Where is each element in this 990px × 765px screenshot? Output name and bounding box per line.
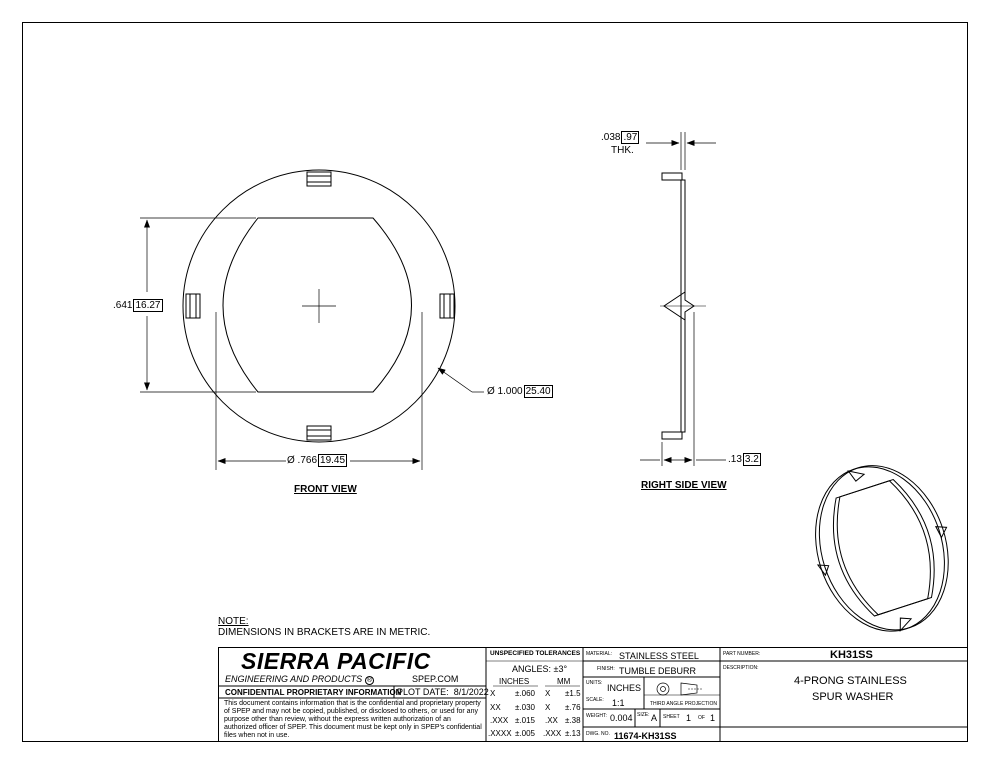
size-label: SIZE: — [637, 712, 650, 718]
front-view-washer — [183, 170, 455, 442]
projection-label: THIRD ANGLE PROJECTION — [650, 701, 717, 707]
note-heading: NOTE: — [218, 616, 249, 627]
part-number-label: PART NUMBER: — [723, 651, 761, 657]
note-text: DIMENSIONS IN BRACKETS ARE IN METRIC. — [218, 627, 431, 638]
dim-flat-mm: 16.27 — [135, 300, 161, 311]
scale-value: 1:1 — [612, 698, 625, 708]
part-number: KH31SS — [830, 649, 873, 661]
dim-thk-label: .038 .97 — [601, 132, 638, 143]
dim-prong-mm: 3.2 — [744, 454, 759, 465]
tolerance-mm-header: MM — [557, 677, 571, 686]
sheet-value: 1 — [686, 713, 692, 723]
dim-width-lines — [216, 312, 422, 470]
company-website: SPEP.COM — [412, 674, 459, 684]
finish-value: TUMBLE DEBURR — [619, 666, 697, 676]
confidential-title: CONFIDENTIAL PROPRIETARY INFORMATION — [225, 688, 402, 697]
dim-prong-lines — [640, 312, 726, 466]
tolerance-inches-header: INCHES — [499, 677, 530, 686]
sheet-total: 1 — [710, 713, 716, 723]
dim-width-mm: 19.45 — [320, 455, 346, 466]
material-value: STAINLESS STEEL — [619, 651, 699, 661]
plot-date: PLOT DATE: 8/1/2022 — [397, 687, 489, 697]
scale-label: SCALE: — [586, 697, 604, 703]
company-subtitle: ENGINEERING AND PRODUCTS ® — [225, 674, 372, 684]
weight-label: WEIGHT: — [586, 713, 607, 719]
company-name: SIERRA PACIFIC — [241, 648, 431, 674]
dim-thk-lines — [646, 132, 716, 170]
tolerance-angles: ANGLES: ±3° — [512, 664, 568, 674]
dim-thk-note: THK. — [611, 145, 634, 156]
material-label: MATERIAL: — [586, 651, 613, 657]
isometric-view — [793, 447, 972, 648]
side-view-washer — [660, 173, 706, 439]
dwg-number: 11674-KH31SS — [614, 731, 677, 741]
dim-flat-label: .641 16.27 — [113, 300, 161, 311]
front-view-title: FRONT VIEW — [294, 484, 357, 495]
finish-label: FINISH: — [597, 666, 615, 672]
dim-od-label: Ø 1.000 25.40 — [487, 386, 551, 397]
dwg-label: DWG. NO. — [586, 731, 610, 737]
description-line-2: SPUR WASHER — [812, 691, 894, 703]
confidential-text: This document contains information that is the confidential and proprietary property of SPEP and may not be copied, published, or disclosed to others, or used for any purpose other than review, without the express written authorization of an authorized officer of SPEP. This document must be kept only in SPEP's confidential files when not in use. — [224, 700, 482, 739]
dim-width-label: Ø .766 19.45 — [287, 455, 346, 466]
description-label: DESCRIPTION: — [723, 665, 759, 671]
size-value: A — [651, 713, 658, 723]
sheet-label: SHEET — [663, 714, 680, 720]
dim-od-leader — [438, 368, 484, 392]
side-view-title: RIGHT SIDE VIEW — [641, 480, 727, 491]
description-line-1: 4-PRONG STAINLESS — [794, 675, 907, 687]
units-value: INCHES — [607, 683, 642, 693]
tolerance-title: UNSPECIFIED TOLERANCES — [490, 650, 581, 657]
dim-od-mm: 25.40 — [525, 386, 551, 397]
dim-thk-mm: .97 — [623, 132, 638, 143]
of-label: OF — [698, 715, 705, 721]
registered-mark: ® — [366, 677, 372, 684]
weight-value: 0.004 — [610, 713, 633, 723]
units-label: UNITS: — [586, 680, 603, 686]
dim-prong-label: .13 3.2 — [728, 454, 759, 465]
